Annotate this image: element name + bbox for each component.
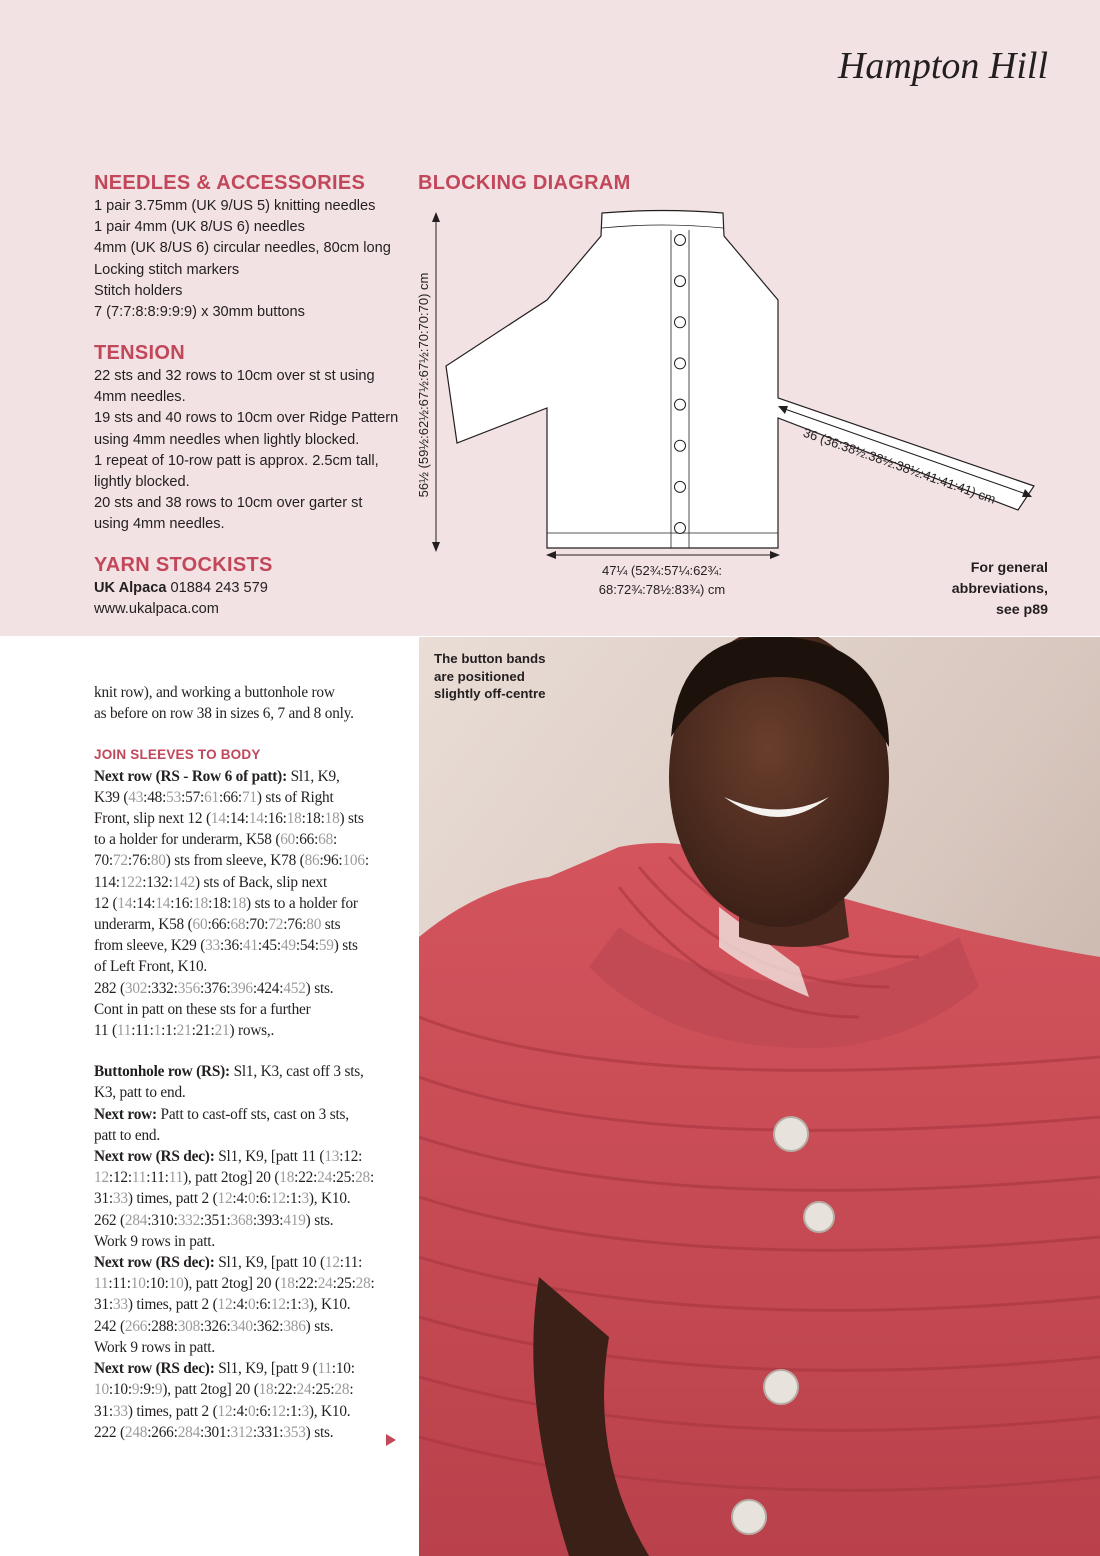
stockists-info: [94, 578, 268, 620]
next-row-label: Next row (RS - Row 6 of patt):: [94, 767, 287, 785]
buttons-line: 7 (7:7:8:8:9:9:9) x 30mm buttons: [94, 304, 305, 321]
tension-line: 1 repeat of 10-row patt is approx. 2.5cm tall,: [94, 452, 379, 469]
work-rows: Work 9 rows in patt.: [94, 1232, 215, 1250]
continue-arrow-icon: [386, 1434, 396, 1446]
abbrev-link[interactable]: see p89: [995, 602, 1048, 618]
model-photo: [419, 637, 1100, 1556]
dec-row-label: Next row (RS dec):: [94, 1148, 215, 1166]
stockist-name: UK Alpaca: [94, 580, 167, 596]
button-marker: [675, 440, 686, 451]
button-marker: [675, 276, 686, 287]
height-label: 56½ (59½:62½:67½:67½:70:70:70) cm: [416, 272, 431, 498]
button-marker: [675, 317, 686, 328]
stockist-phone: 01884 243 579: [170, 580, 268, 596]
intro-line: knit row), and working a buttonhole row: [94, 684, 335, 701]
pattern-column: knit row), and working a buttonhole row as before on row 38 in sizes 6, 7 and 8 only. JOIN SLEEVES TO BODY Next row (RS - Row 6 of patt): Sl1, K9, K39 (43:48:53:57:61:66:71) sts of Right Front, slip next 12 (14:14:14:16:18:18:18) sts to a holder for underarm, K58 (60:66:68: 70:72:76:80) sts from sleeve, K78 (86:96:106: 114:122:132:142) sts of Back, slip next 12 (14:14:14:16:18:18:18) sts to a holder for underarm, K58 (60:66:68:70:72:76:80 sts from sleeve, K29 (33:36:41:45:49:54:59) sts of Left Front, K10. 282 (302:332:356:376:396:424:452) sts. Cont in patt on these sts for a further 11 (11:11:1:1:21:21:21) rows,. Buttonhole row (RS): Sl1, K3, cast off 3 sts, K3, patt to end. Next row: Patt to cast-off sts, cast on 3 sts, patt to end. Next row (RS dec): Sl1, K9, [patt 11 (13:12: 12:12:11:11:11), patt 2tog] 20 (18:22:24:25:28: 31:33) times, patt 2 (12:4:0:6:12:1:3), K10. 262 (284:310:332:351:368:393:419) sts. Work 9 rows in patt. Next row (RS dec): Sl1, K9, [patt 10 (12:11: 11:11:10:10:10), patt 2tog] 20 (18:22:24:25:28: 31:33) times, patt 2 (12:4:0:6:12:1:3), K10. 242 (266:288:308:326:340:362:386) sts. Work 9 rows in patt. Next row (RS dec): Sl1, K9, [patt 9 (11:10: 10:10:9:9:9), patt 2tog] 20 (18:22:24:25:28: 31:33) times, patt 2 (12:4:0:6:12:1:3), K10. 222 (248:266:284:301:312:331:353) sts.: [94, 682, 404, 1443]
tension-line: 19 sts and 40 rows to 10cm over Ridge Pattern: [94, 410, 399, 427]
work-rows: Work 9 rows in patt.: [94, 1338, 215, 1356]
tension-line: 4mm needles.: [94, 389, 186, 406]
join-sleeves-heading: JOIN SLEEVES TO BODY: [94, 747, 261, 763]
page-title: Hampton Hill: [837, 45, 1048, 87]
width-label-2: 68:72¾:78½:83¾) cm: [598, 582, 726, 597]
tension-heading: TENSION: [94, 342, 185, 364]
abbrev-line: For general: [970, 560, 1048, 576]
tension-line: using 4mm needles when lightly blocked.: [94, 431, 360, 448]
diagram-heading: BLOCKING DIAGRAM: [418, 172, 631, 194]
stockists-heading: YARN STOCKISTS: [94, 554, 273, 576]
caption-line: The button bands: [434, 651, 546, 666]
tension-line: 22 sts and 32 rows to 10cm over st st using: [94, 368, 375, 384]
button-marker: [675, 235, 686, 246]
abbreviations-note: [952, 558, 1048, 621]
intro-line: as before on row 38 in sizes 6, 7 and 8 only.: [94, 705, 354, 723]
button-marker: [675, 399, 686, 410]
caption-line: slightly off-centre: [434, 686, 546, 701]
height-dimension: [416, 212, 440, 552]
tension-list: [94, 366, 398, 536]
width-label-1: 47¼ (52¾:57¼:62¾:: [602, 563, 722, 578]
needles-line: Stitch holders: [94, 282, 183, 299]
tension-line: lightly blocked.: [94, 474, 190, 491]
next-row-text: patt to end.: [94, 1126, 160, 1144]
photo-caption: [434, 650, 546, 703]
next-row-label: Next row:: [94, 1105, 157, 1123]
sleeve-label: 36 (36:38½:38½:38½:41:41:41) cm: [801, 424, 998, 507]
abbrev-line: abbreviations,: [951, 581, 1048, 597]
tension-line: 20 sts and 38 rows to 10cm over garter st: [94, 495, 363, 512]
needles-heading: NEEDLES & ACCESSORIES: [94, 172, 366, 194]
needles-line: Locking stitch markers: [94, 261, 240, 278]
needles-line: 4mm (UK 8/US 6) circular needles, 80cm long: [94, 240, 391, 257]
blocking-diagram: [412, 200, 1052, 600]
caption-line: are positioned: [434, 668, 525, 684]
dec-row-label: Next row (RS dec):: [94, 1360, 215, 1378]
cardigan-outline: [446, 211, 1034, 549]
needles-line: 1 pair 3.75mm (UK 9/US 5) knitting needles: [94, 198, 376, 214]
stockist-url[interactable]: www.ukalpaca.com: [94, 601, 219, 618]
button-marker: [675, 358, 686, 369]
buttonhole-row-label: Buttonhole row (RS):: [94, 1063, 230, 1081]
next-row-text: Patt to cast-off sts, cast on 3 sts,: [160, 1105, 349, 1123]
needles-list: [94, 196, 391, 323]
buttonhole-text: K3, patt to end.: [94, 1084, 186, 1102]
tension-line: using 4mm needles.: [94, 516, 225, 533]
button-marker: [675, 523, 686, 534]
button-marker: [675, 481, 686, 492]
needles-line: 1 pair 4mm (UK 8/US 6) needles: [94, 219, 305, 236]
width-dimension: [546, 551, 780, 597]
dec-row-label: Next row (RS dec):: [94, 1254, 215, 1272]
buttonhole-text: Sl1, K3, cast off 3 sts,: [233, 1063, 364, 1081]
